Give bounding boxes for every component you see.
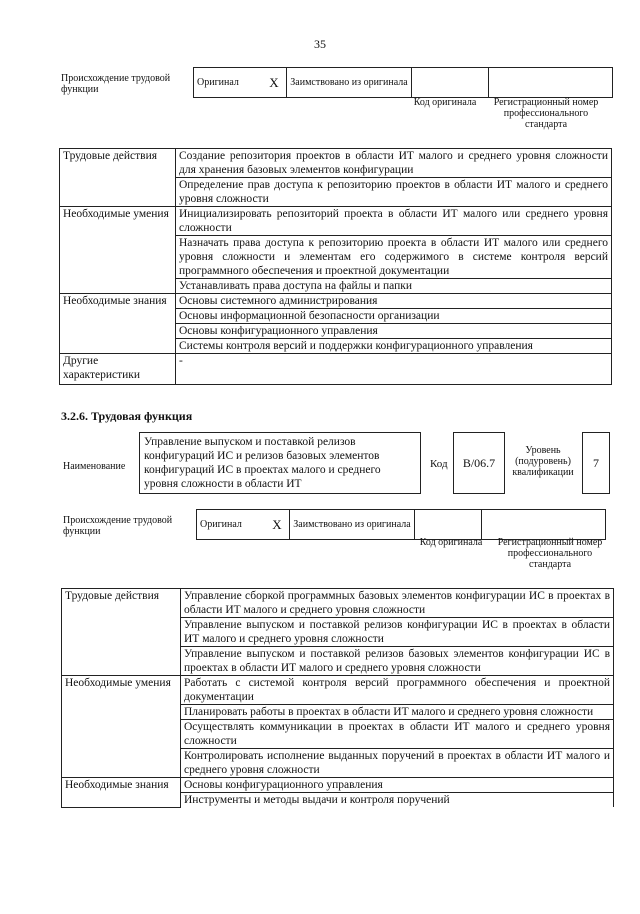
labor-actions-header: Трудовые действия (60, 149, 176, 207)
other-header: Другие характеристики (60, 354, 176, 385)
origin-reg-cell (489, 68, 613, 98)
origin-table (193, 67, 613, 98)
knowledge-header: Необходимые знания (62, 778, 181, 808)
origin-original-cell: Оригинал (194, 68, 263, 98)
knowledge-row: Основы конфигурационного управления (176, 324, 612, 339)
function-name-box: Управление выпуском и поставкой релизов конфигураций ИС и релизов базовых элементов конфигураций ИС в проектах малого и среднего уровня сложности в области ИТ (139, 432, 421, 494)
origin-borrowed-cell: Заимствовано из оригинала (287, 68, 412, 98)
skills-header: Необходимые умения (60, 207, 176, 294)
knowledge-row: Основы информационной безопасности организации (176, 309, 612, 324)
origin-code-caption: Код оригинала (413, 97, 477, 108)
level-label: Уровень (подуровень) квалификации (512, 445, 574, 478)
page-number: 35 (314, 37, 326, 51)
origin-label: Происхождение трудовой функции (61, 73, 171, 95)
skill-row: Планировать работы в проектах в области ИТ малого и среднего уровня сложности (181, 705, 614, 720)
origin-original-cell: Оригинал (197, 510, 266, 540)
knowledge-row: Системы контроля версий и поддержки конфигурационного управления (176, 339, 612, 354)
labor-action-row: Управление выпуском и поставкой релизов конфигурации ИС в проектах в области ИТ малого и среднего уровня сложности (181, 618, 614, 647)
knowledge-row: Основы системного администрирования (176, 294, 612, 309)
labor-actions-header: Трудовые действия (62, 589, 181, 676)
level-value: 7 (582, 432, 610, 494)
labor-action-row: Создание репозитория проектов в области ИТ малого и среднего уровня сложности для хранения базовых элементов конфигурации (176, 149, 612, 178)
knowledge-header: Необходимые знания (60, 294, 176, 354)
skill-row: Осуществлять коммуникации в проектах в области ИТ малого и среднего уровня сложности (181, 720, 614, 749)
origin-code-cell (412, 68, 489, 98)
skill-row: Назначать права доступа к репозиторию проекта в области ИТ малого или среднего уровня сложности и элементам его содержимого в системе контроля версий программного обеспечения и проектной документации (176, 236, 612, 279)
knowledge-row: Инструменты и методы выдачи и контроля поручений (181, 793, 614, 808)
origin-mark: X (262, 68, 287, 98)
origin-borrowed-cell: Заимствовано из оригинала (290, 510, 415, 540)
labor-action-row: Управление выпуском и поставкой релизов базовых элементов конфигурации ИС в проектах в области ИТ малого и среднего уровня сложности (181, 647, 614, 676)
labor-action-row: Определение прав доступа к репозиторию проектов в области ИТ малого и среднего уровня сложности (176, 178, 612, 207)
origin-table (196, 509, 606, 540)
name-label: Наименование (63, 461, 126, 472)
labor-action-row: Управление сборкой программных базовых элементов конфигурации ИС в проектах в области ИТ малого и среднего уровня сложности (181, 589, 614, 618)
origin-reg-cell (482, 510, 606, 540)
origin-label: Происхождение трудовой функции (63, 515, 173, 537)
skills-header: Необходимые умения (62, 676, 181, 778)
origin-code-cell (415, 510, 482, 540)
origin-reg-caption: Регистрационный номер профессионального стандарта (493, 97, 599, 130)
skill-row: Работать с системой контроля версий программного обеспечения и проектной документации (181, 676, 614, 705)
labor-function-table-2 (61, 588, 614, 808)
knowledge-row: Основы конфигурационного управления (181, 778, 614, 793)
code-value: B/06.7 (453, 432, 505, 494)
code-label: Код (430, 458, 448, 470)
skill-row: Контролировать исполнение выданных поручений в проектах в области ИТ малого и среднего уровня сложности (181, 749, 614, 778)
origin-code-caption: Код оригинала (419, 537, 483, 548)
skill-row: Инициализировать репозиторий проекта в области ИТ малого или среднего уровня сложности (176, 207, 612, 236)
other-value: - (176, 354, 612, 385)
skill-row: Устанавливать права доступа на файлы и папки (176, 279, 612, 294)
origin-reg-caption: Регистрационный номер профессионального стандарта (497, 537, 603, 570)
labor-function-table-1 (59, 148, 612, 385)
section-title: 3.2.6. Трудовая функция (61, 409, 193, 423)
origin-mark: X (265, 510, 290, 540)
